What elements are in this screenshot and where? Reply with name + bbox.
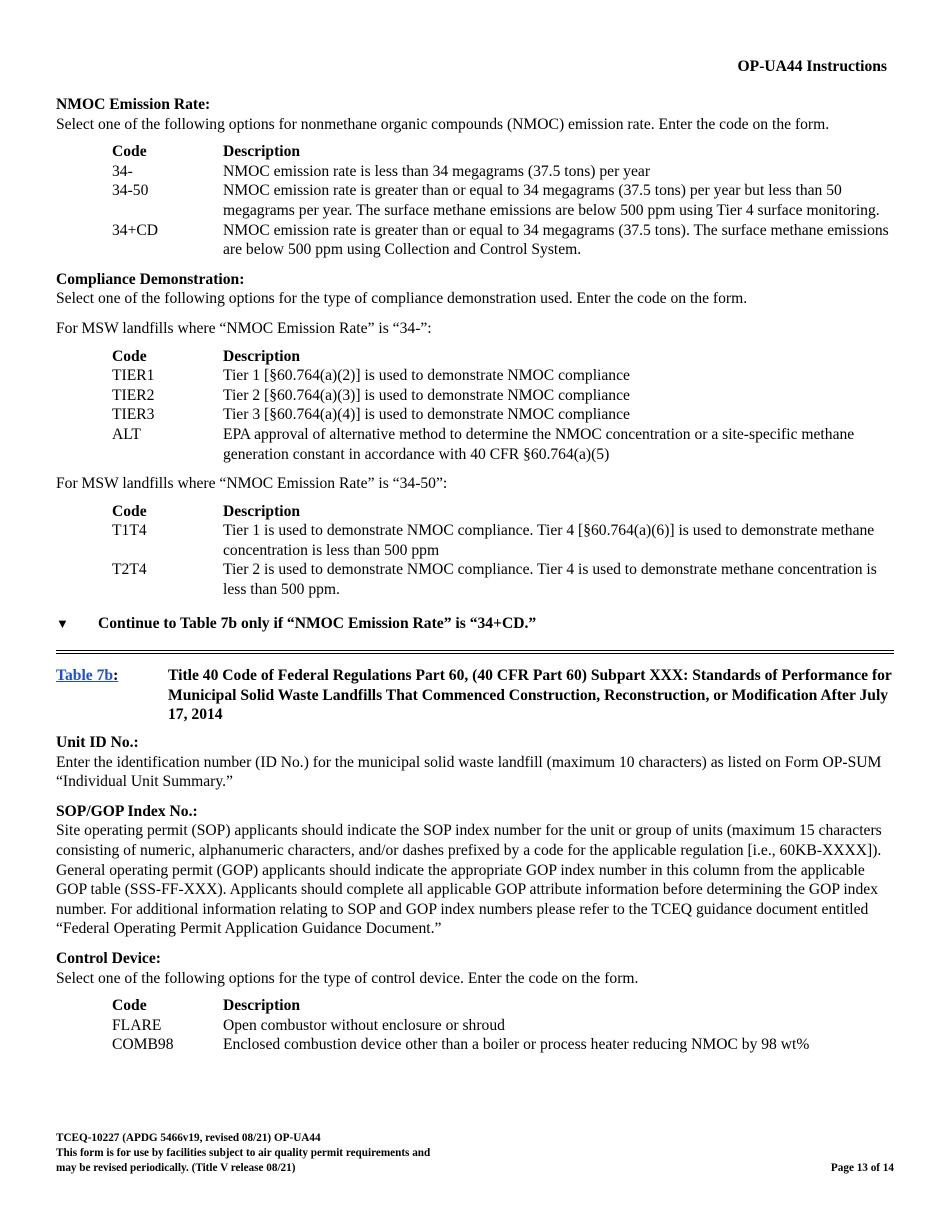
table-7b-heading (56, 666, 894, 725)
code-cell: TIER1 (112, 367, 155, 385)
code-header: Code (112, 997, 147, 1015)
table-row (112, 560, 894, 599)
continue-note-text: Continue to Table 7b only if “NMOC Emission Rate” is “34+CD.” (98, 614, 537, 632)
description-cell: Tier 3 [§60.764(a)(4)] is used to demonstrate NMOC compliance (223, 406, 630, 424)
table-header-row (112, 142, 894, 162)
page-footer (56, 1131, 894, 1176)
compliance-sub2-intro: For MSW landfills where “NMOC Emission Rate” is “34-50”: (56, 475, 448, 493)
compliance-table-34-50 (112, 502, 894, 600)
description-header: Description (223, 347, 301, 365)
continue-note (56, 614, 894, 634)
unit-id-title: Unit ID No.: (56, 734, 139, 752)
compliance-sub1-intro: For MSW landfills where “NMOC Emission Rate” is “34-”: (56, 319, 432, 337)
description-cell: Tier 2 is used to demonstrate NMOC compliance. Tier 4 is used to demonstrate methane concentration is less than 500 ppm. (223, 561, 877, 599)
description-header: Description (223, 997, 301, 1015)
compliance-intro: Select one of the following options for the type of compliance demonstration used. Enter the code on the form. (56, 290, 748, 308)
table-row (112, 1035, 809, 1055)
table-header-row (112, 347, 894, 367)
description-cell: Tier 1 is used to demonstrate NMOC compliance. Tier 4 [§60.764(a)(6)] is used to demonstrate methane concentration is less than 500 ppm (223, 522, 875, 559)
table-row (112, 162, 894, 182)
table-header-row (112, 502, 894, 522)
description-header: Description (223, 502, 301, 520)
code-header: Code (112, 347, 147, 365)
compliance-table-34 (112, 347, 894, 465)
nmoc-intro: Select one of the following options for nonmethane organic compounds (NMOC) emission rate. Enter the code on the form. (56, 115, 830, 133)
description-cell: EPA approval of alternative method to determine the NMOC concentration or a site-specific methane generation constant in accordance with 40 CFR §60.764(a)(5) (223, 425, 855, 463)
sop-gop-title: SOP/GOP Index No.: (56, 802, 198, 820)
footer-notice-line1: This form is for use by facilities subject to air quality permit requirements and (56, 1147, 431, 1159)
code-cell: T1T4 (112, 522, 147, 540)
code-cell: 34+CD (112, 221, 159, 239)
footer-form-id: TCEQ-10227 (APDG 5466v19, revised 08/21) OP-UA44 (56, 1132, 321, 1144)
description-cell: Tier 2 [§60.764(a)(3)] is used to demonstrate NMOC compliance (223, 386, 630, 404)
code-cell: FLARE (112, 1016, 162, 1034)
table-row (112, 366, 894, 386)
code-header: Code (112, 143, 147, 161)
nmoc-code-table (112, 142, 894, 260)
table-row (112, 181, 894, 220)
control-device-intro: Select one of the following options for the type of control device. Enter the code on the form. (56, 969, 639, 987)
nmoc-section-title: NMOC Emission Rate: (56, 96, 211, 113)
table-7b-title: Title 40 Code of Federal Regulations Part 60, (40 CFR Part 60) Subpart XXX: Standards of Performance for Municipal Solid Waste Landfills That Commenced Construction, Reconstruction, or Modification After July 17, 2014 (168, 667, 892, 724)
code-cell: TIER3 (112, 406, 155, 424)
section-divider (56, 650, 894, 654)
description-cell: NMOC emission rate is greater than or equal to 34 megagrams (37.5 tons) per year but less than 50 megagrams per year. The surface methane emissions are below 500 ppm using Tier 4 surface monitoring. (223, 182, 880, 219)
down-triangle-icon: ▼ (56, 615, 69, 631)
footer-notice-line2: may be revised periodically. (Title V release 08/21) (56, 1162, 296, 1174)
code-cell: ALT (112, 425, 141, 443)
sop-gop-text: Site operating permit (SOP) applicants should indicate the SOP index number for the unit or group of units (maximum 15 characters consisting of numeric, alphanumeric characters, and/or dashes prefixed by a code for the applicable regulation [i.e., 60KB-XXXX]). General operating permit (GOP) applicants should indicate the appropriate GOP index number in this column from the applicable GOP table (SSS-FF-XXX). Applicants should complete all applicable GOP attribute information before determining the GOP index number. For additional information relating to SOP and GOP index numbers please refer to the TCEQ guidance document entitled “Federal Operating Permit Application Guidance Document.” (56, 822, 882, 938)
table-header-row (112, 996, 809, 1016)
description-cell: NMOC emission rate is less than 34 megagrams (37.5 tons) per year (223, 162, 651, 180)
table-row (112, 521, 894, 560)
control-device-title: Control Device: (56, 949, 161, 967)
code-cell: 34- (112, 162, 133, 180)
table-row (112, 425, 894, 464)
table-7b-link[interactable]: Table 7b: (56, 667, 119, 685)
code-header: Code (112, 502, 147, 520)
table-row (112, 405, 894, 425)
document-body (56, 95, 894, 1055)
control-device-table (112, 996, 809, 1055)
compliance-section-title: Compliance Demonstration: (56, 270, 245, 288)
description-cell: Enclosed combustion device other than a boiler or process heater reducing NMOC by 98 wt% (223, 1036, 810, 1054)
code-cell: 34-50 (112, 182, 149, 200)
table-row (112, 386, 894, 406)
description-cell: NMOC emission rate is greater than or equal to 34 megagrams (37.5 tons). The surface methane emissions are below 500 ppm using Collection and Control System. (223, 221, 889, 259)
description-header: Description (223, 143, 301, 161)
table-row (112, 221, 894, 260)
form-title-header: OP-UA44 Instructions (737, 58, 887, 75)
code-cell: T2T4 (112, 561, 147, 579)
description-cell: Tier 1 [§60.764(a)(2)] is used to demonstrate NMOC compliance (223, 367, 630, 385)
unit-id-text: Enter the identification number (ID No.) for the municipal solid waste landfill (maximum 10 characters) as listed on Form OP-SUM “Individual Unit Summary.” (56, 753, 882, 791)
code-cell: COMB98 (112, 1036, 174, 1054)
table-row (112, 1016, 809, 1036)
description-cell: Open combustor without enclosure or shroud (223, 1016, 505, 1034)
page-number: Page 13 of 14 (830, 1162, 894, 1174)
code-cell: TIER2 (112, 386, 155, 404)
